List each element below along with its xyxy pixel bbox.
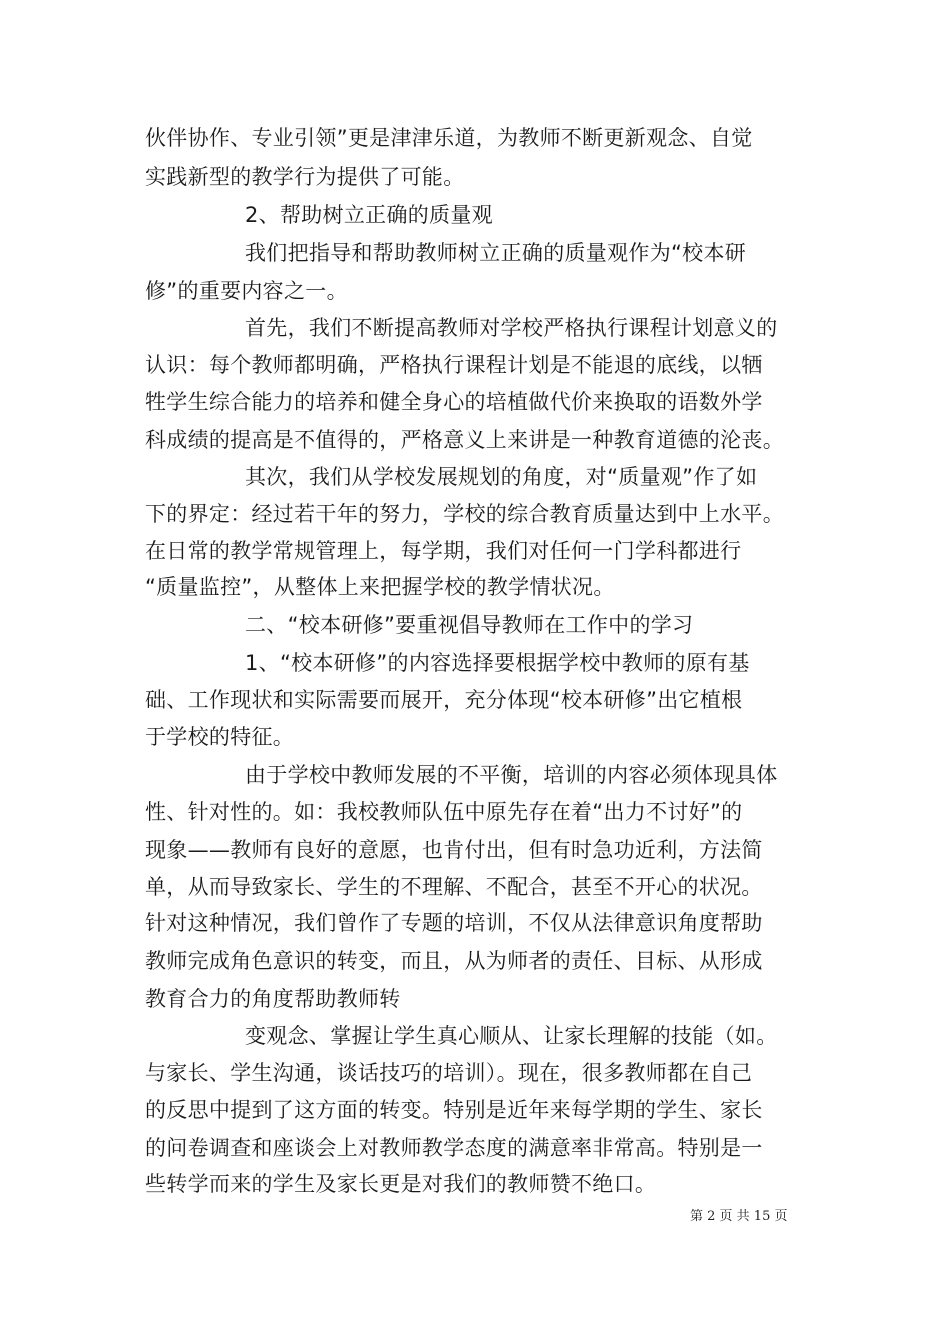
- section-heading: 二、“校本研修”要重视倡导教师在工作中的学习: [245, 613, 694, 637]
- text-line: 修”的重要内容之一。: [145, 279, 348, 303]
- text-line: 在日常的教学常规管理上，每学期，我们对任何一门学科都进行: [145, 539, 742, 563]
- page-number: 第 2 页 共 15 页: [690, 1209, 788, 1224]
- text-line: 变观念、掌握让学生真心顺从、让家长理解的技能（如。: [245, 1024, 778, 1048]
- text-line: 础、工作现状和实际需要而展开，充分体现“校本研修”出它植根: [145, 688, 743, 712]
- text-line: 其次，我们从学校发展规划的角度，对“质量观”作了如: [245, 465, 758, 489]
- text-line: 现象——教师有良好的意愿，也肯付出，但有时急功近利，方法简: [145, 838, 763, 862]
- text-line: 教师完成角色意识的转变，而且，从为师者的责任、目标、从形成: [145, 949, 763, 973]
- text-line: 针对这种情况，我们曾作了专题的培训，不仅从法律意识角度帮助: [145, 911, 763, 935]
- text-line: 性、针对性的。如：我校教师队伍中原先存在着“出力不讨好”的: [145, 800, 743, 824]
- text-line: 些转学而来的学生及家长更是对我们的教师赞不绝口。: [145, 1172, 657, 1196]
- text-line: 科成绩的提高是不值得的，严格意义上来讲是一种教育道德的沦丧。: [145, 428, 784, 452]
- text-line: 教育合力的角度帮助教师转: [145, 987, 401, 1011]
- text-line: 认识：每个教师都明确，严格执行课程计划是不能退的底线，以牺: [145, 353, 763, 377]
- text-line: 单，从而导致家长、学生的不理解、不配合，甚至不开心的状况。: [145, 875, 763, 899]
- text-line: 与家长、学生沟通，谈话技巧的培训）。现在，很多教师都在自己: [145, 1061, 753, 1085]
- subheading: 2、帮助树立正确的质量观: [245, 203, 493, 227]
- subheading: 1、“校本研修”的内容选择要根据学校中教师的原有基: [245, 651, 750, 675]
- text-line: 伙伴协作、专业引领”更是津津乐道，为教师不断更新观念、自觉: [145, 126, 753, 150]
- text-line: 下的界定：经过若干年的努力，学校的综合教育质量达到中上水平。: [145, 502, 784, 526]
- text-line: 牲学生综合能力的培养和健全身心的培植做代价来换取的语数外学: [145, 390, 763, 414]
- text-line: 的问卷调查和座谈会上对教师教学态度的满意率非常高。特别是一: [145, 1136, 763, 1160]
- text-line: 首先，我们不断提高教师对学校严格执行课程计划意义的: [245, 316, 778, 340]
- text-line: 实践新型的教学行为提供了可能。: [145, 165, 465, 189]
- text-line: 我们把指导和帮助教师树立正确的质量观作为“校本研: [245, 241, 747, 265]
- text-line: 于学校的特征。: [145, 725, 295, 749]
- text-line: 由于学校中教师发展的不平衡，培训的内容必须体现具体: [245, 763, 778, 787]
- text-line: “质量监控”，从整体上来把握学校的教学情状况。: [145, 575, 615, 599]
- text-line: 的反思中提到了这方面的转变。特别是近年来每学期的学生、家长: [145, 1098, 763, 1122]
